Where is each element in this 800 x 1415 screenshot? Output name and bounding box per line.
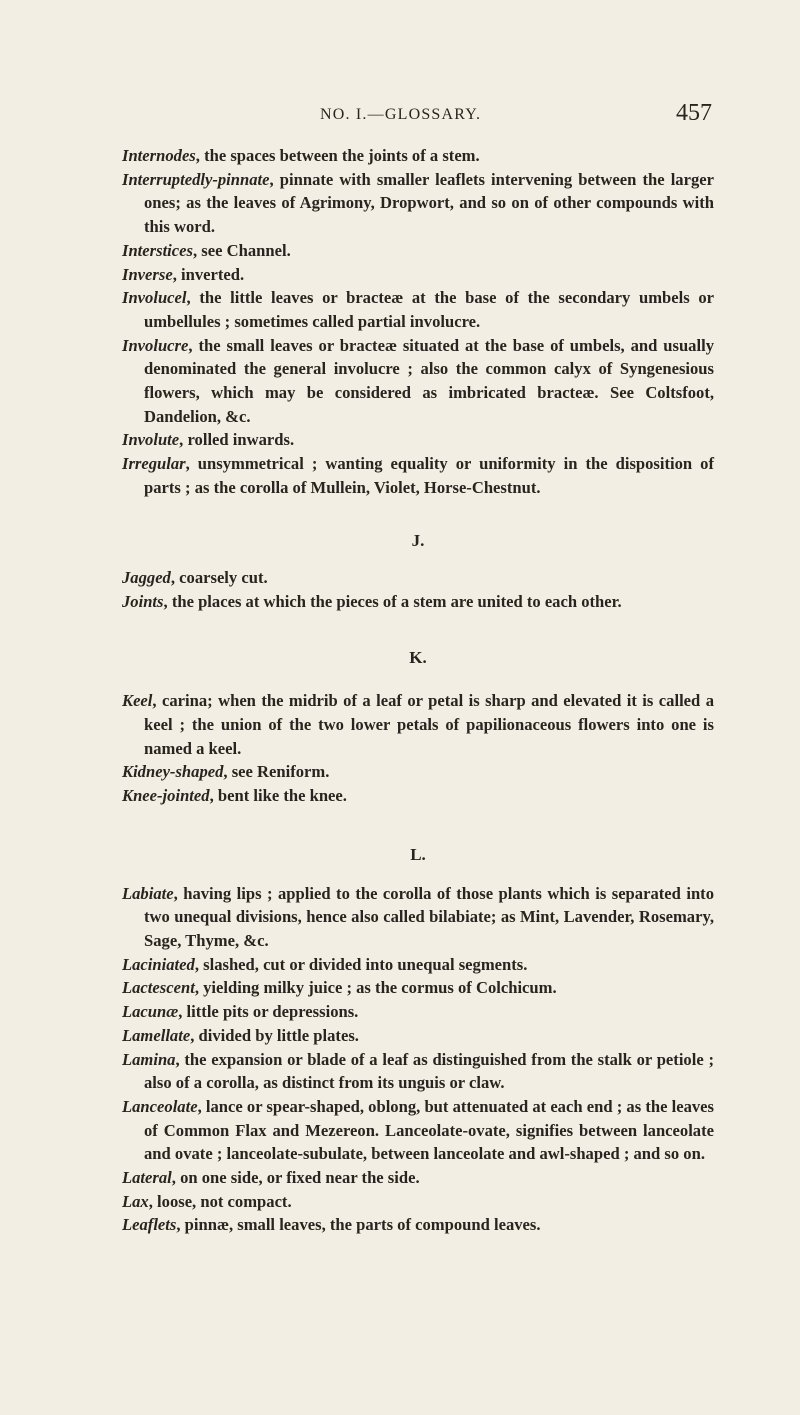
- entry-term: Lanceolate: [122, 1096, 198, 1116]
- entry-definition: , on one side, or fixed near the side.: [171, 1168, 420, 1188]
- glossary-entry: [122, 1190, 714, 1214]
- glossary-entry: [122, 428, 714, 452]
- glossary-entry: [122, 882, 714, 953]
- glossary-section-i: [122, 144, 714, 500]
- entry-term: Labiate: [122, 883, 174, 903]
- entry-term: Leaflets: [122, 1215, 177, 1235]
- entry-definition: , pinnæ, small leaves, the parts of compound leaves.: [176, 1215, 541, 1235]
- glossary-entry: [122, 590, 714, 614]
- glossary-entry: [122, 263, 714, 287]
- entry-term: Laciniated: [122, 954, 195, 974]
- entry-definition: , bent like the knee.: [209, 786, 347, 806]
- entry-definition: , pinnate with smaller leaflets intervening between the larger ones; as the leaves of Agrimony, Dropwort, and so on of other compounds with this word.: [144, 169, 714, 237]
- entry-definition: , having lips ; applied to the corolla of those plants which is separated into two unequal divisions, hence also called bilabiate; as Mint, Lavender, Rosemary, Sage, Thyme, &c.: [144, 883, 714, 950]
- entry-definition: , little pits or depressions.: [178, 1002, 359, 1022]
- entry-definition: , the spaces between the joints of a stem.: [195, 146, 480, 165]
- entry-definition: , inverted.: [172, 264, 245, 284]
- glossary-entry: [122, 1048, 714, 1095]
- entry-term: Irregular: [122, 454, 186, 474]
- section-letter-j: J.: [411, 530, 425, 550]
- entry-term: Internodes: [122, 146, 196, 165]
- entry-term: Joints: [122, 591, 164, 611]
- entry-term: Inverse: [122, 264, 173, 284]
- entry-definition: , divided by little plates.: [190, 1025, 359, 1045]
- entry-term: Lacunæ: [122, 1002, 179, 1022]
- glossary-entry: [122, 953, 714, 977]
- glossary-entry: [122, 566, 714, 590]
- glossary-entry: [122, 1213, 714, 1237]
- entry-definition: , the expansion or blade of a leaf as distinguished from the stalk or petiole ; also of a corolla, as distinct from its unguis or claw.: [144, 1049, 714, 1093]
- glossary-entry: [122, 1000, 714, 1024]
- glossary-entry: [122, 144, 714, 168]
- entry-definition: , loose, not compact.: [148, 1191, 292, 1211]
- entry-definition: , coarsely cut.: [170, 568, 268, 588]
- page-number: 457: [676, 100, 712, 126]
- glossary-entry: [122, 334, 714, 429]
- entry-term: Lactescent: [122, 978, 195, 998]
- entry-term: Jagged: [122, 568, 171, 588]
- entry-term: Involucel: [122, 288, 187, 308]
- entry-term: Interruptedly-pinnate: [122, 169, 270, 189]
- entry-term: Lax: [122, 1191, 149, 1211]
- glossary-entry: [122, 1095, 714, 1166]
- entry-term: Keel: [122, 691, 153, 711]
- entry-definition: , carina; when the midrib of a leaf or petal is sharp and elevated it is called a keel ; the union of the two lower petals of papilionaceous flowers into one is named a keel.: [144, 691, 714, 758]
- entry-term: Interstices: [122, 240, 193, 260]
- glossary-entry: [122, 689, 714, 760]
- entry-term: Involucre: [122, 335, 189, 355]
- entry-term: Lateral: [122, 1168, 172, 1188]
- entry-definition: , yielding milky juice ; as the cormus of Colchicum.: [194, 978, 557, 998]
- entry-definition: , the places at which the pieces of a stem are united to each other.: [163, 591, 622, 611]
- entry-term: Kidney-shaped: [122, 762, 224, 782]
- glossary-entry: [122, 760, 714, 784]
- glossary-entry: [122, 452, 714, 499]
- running-head-title: NO. I.—GLOSSARY.: [320, 106, 482, 123]
- entry-definition: , lance or spear-shaped, oblong, but attenuated at each end ; as the leaves of Common Flax and Mezereon. Lanceolate-ovate, signifies between lanceolate and ovate ; lanceolate-subulate, between lanceolate and awl-shaped ; and so on.: [144, 1096, 714, 1164]
- glossary-section-l: [122, 882, 714, 1238]
- entry-definition: , see Channel.: [193, 240, 291, 260]
- entry-definition: , the little leaves or bracteæ at the base of the secondary umbels or umbellules ; sometimes called partial involucre.: [144, 288, 714, 331]
- section-letter-l: L.: [410, 844, 426, 864]
- glossary-entry: [122, 784, 714, 808]
- glossary-body: [122, 144, 714, 1237]
- entry-term: Knee-jointed: [122, 786, 210, 806]
- glossary-entry: [122, 976, 714, 1000]
- entry-definition: , see Reniform.: [223, 762, 330, 782]
- section-letter-k: K.: [409, 647, 427, 667]
- glossary-section-k: [122, 689, 714, 808]
- glossary-entry: [122, 1166, 714, 1190]
- entry-term: Lamina: [122, 1049, 176, 1069]
- entry-definition: , unsymmetrical ; wanting equality or uniformity in the disposition of parts ; as the corolla of Mullein, Violet, Horse-Chestnut.: [144, 454, 714, 497]
- entry-definition: , the small leaves or bracteæ situated at the base of umbels, and usually denominated the general involucre ; also the common calyx of Syngenesious flowers, which may be considered as imbricated bracteæ. See Coltsfoot, Dandelion, &c.: [144, 335, 714, 426]
- entry-term: Involute: [122, 430, 180, 450]
- running-head: [0, 100, 800, 130]
- glossary-section-j: [122, 566, 714, 613]
- glossary-entry: [122, 1024, 714, 1048]
- glossary-entry: [122, 239, 714, 263]
- entry-definition: , rolled inwards.: [179, 430, 295, 450]
- entry-definition: , slashed, cut or divided into unequal segments.: [194, 954, 528, 974]
- entry-term: Lamellate: [122, 1025, 191, 1045]
- glossary-entry: [122, 168, 714, 239]
- glossary-entry: [122, 286, 714, 333]
